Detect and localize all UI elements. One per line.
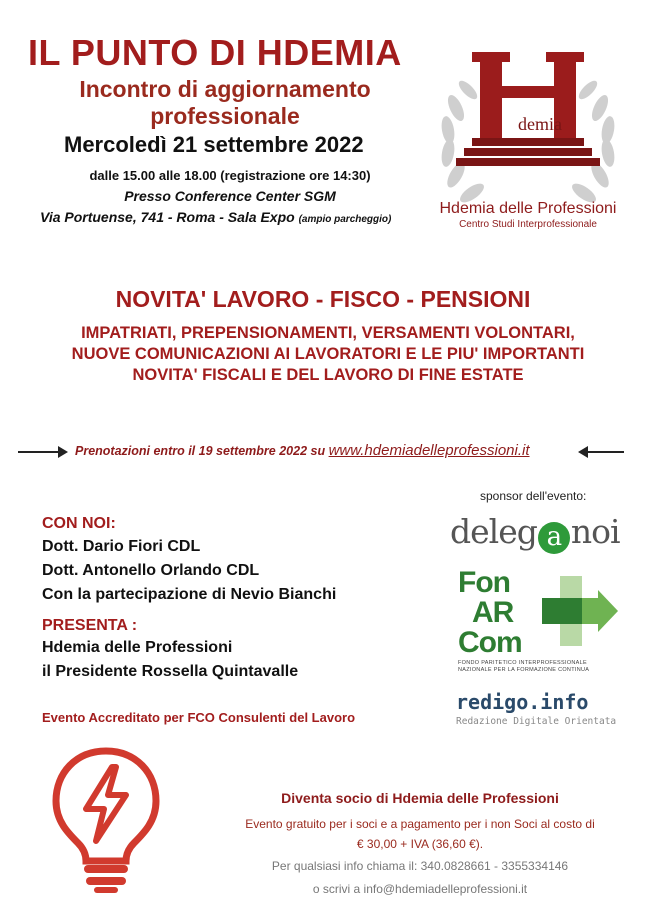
booking-link[interactable]: www.hdemiadelleprofessioni.it	[328, 442, 530, 459]
speaker-line: Con la partecipazione di Nevio Bianchi	[42, 586, 337, 603]
fonarcom-line3: Com	[458, 626, 522, 659]
booking-text	[75, 442, 530, 459]
delega-post: noi	[570, 512, 620, 551]
event-time: dalle 15.00 alle 18.00 (registrazione ore 14:30)	[89, 168, 371, 183]
address-text: Via Portuense, 741 - Roma - Sala Expo	[40, 209, 295, 225]
fonarcom-arrow-icon	[542, 576, 618, 646]
redigo-logo: redigo.info	[456, 690, 589, 714]
arrow-right-icon	[18, 451, 62, 453]
contact-phone: Per qualsiasi info chiama il: 340.0828661 - 3355334146	[271, 859, 569, 873]
redigo-tagline: Redazione Digitale Orientata	[456, 716, 617, 727]
contact-email[interactable]: o scrivi a info@hdemiadelleprofessioni.it	[312, 882, 528, 896]
fonarcom-small1: FONDO PARITETICO INTERPROFESSIONALE	[458, 660, 587, 666]
lightbulb-icon	[50, 745, 162, 895]
fonarcom-small2: NAZIONALE PER LA FORMAZIONE CONTINUA	[458, 667, 590, 673]
main-headline: NOVITA' LAVORO - FISCO - PENSIONI	[115, 286, 531, 312]
speaker-line: Dott. Dario Fiori CDL	[42, 538, 201, 555]
fonarcom-logo	[458, 568, 628, 672]
event-date: Mercoledì 21 settembre 2022	[64, 132, 364, 157]
fonarcom-line1: Fon	[458, 566, 510, 599]
arrowhead-right-icon	[58, 446, 68, 458]
event-subtitle: Incontro di aggiornamento professionale	[79, 76, 371, 129]
delega-pre: deleg	[450, 512, 537, 551]
fonarcom-line2: AR	[472, 596, 514, 629]
info-line: € 30,00 + IVA (36,60 €).	[356, 837, 484, 851]
presenter-heading: PRESENTA :	[42, 617, 138, 634]
info-line: Evento gratuito per i soci e a pagamento per i non Soci al costo di	[245, 817, 595, 831]
speakers-heading: CON NOI:	[42, 515, 116, 532]
topics-list: IMPATRIATI, PREPENSIONAMENTI, VERSAMENTI VOLONTARI, NUOVE COMUNICAZIONI AI LAVORATORI E LE PIU' IMPORTANTI NOVITA' FISCALI E DEL LAVORO DI FINE ESTATE	[71, 324, 585, 384]
delega-a-badge: a	[538, 522, 570, 554]
presenter-line: Hdemia delle Professioni	[42, 639, 233, 656]
sponsor-label: sponsor dell'evento:	[480, 489, 587, 503]
speaker-line: Dott. Antonello Orlando CDL	[42, 562, 260, 579]
booking-label: Prenotazioni entro il 19 settembre 2022 su	[75, 444, 326, 458]
logo-tagline: Centro Studi Interprofessionale	[459, 219, 597, 230]
arrow-left-icon	[580, 451, 624, 453]
delegaanoi-logo	[450, 512, 620, 554]
event-address	[40, 209, 391, 225]
booking-row	[0, 440, 646, 464]
logo-name: Hdemia delle Professioni	[439, 200, 617, 217]
page-title: IL PUNTO DI HDEMIA	[28, 32, 402, 73]
presenter-line: il Presidente Rossella Quintavalle	[42, 663, 299, 680]
logo-mark-word: demia	[518, 114, 562, 134]
parking-note: (ampio parcheggio)	[298, 214, 392, 225]
accreditation-note: Evento Accreditato per FCO Consulenti del Lavoro	[42, 710, 356, 725]
join-heading: Diventa socio di Hdemia delle Professioni	[281, 790, 559, 806]
event-venue: Presso Conference Center SGM	[124, 188, 336, 204]
